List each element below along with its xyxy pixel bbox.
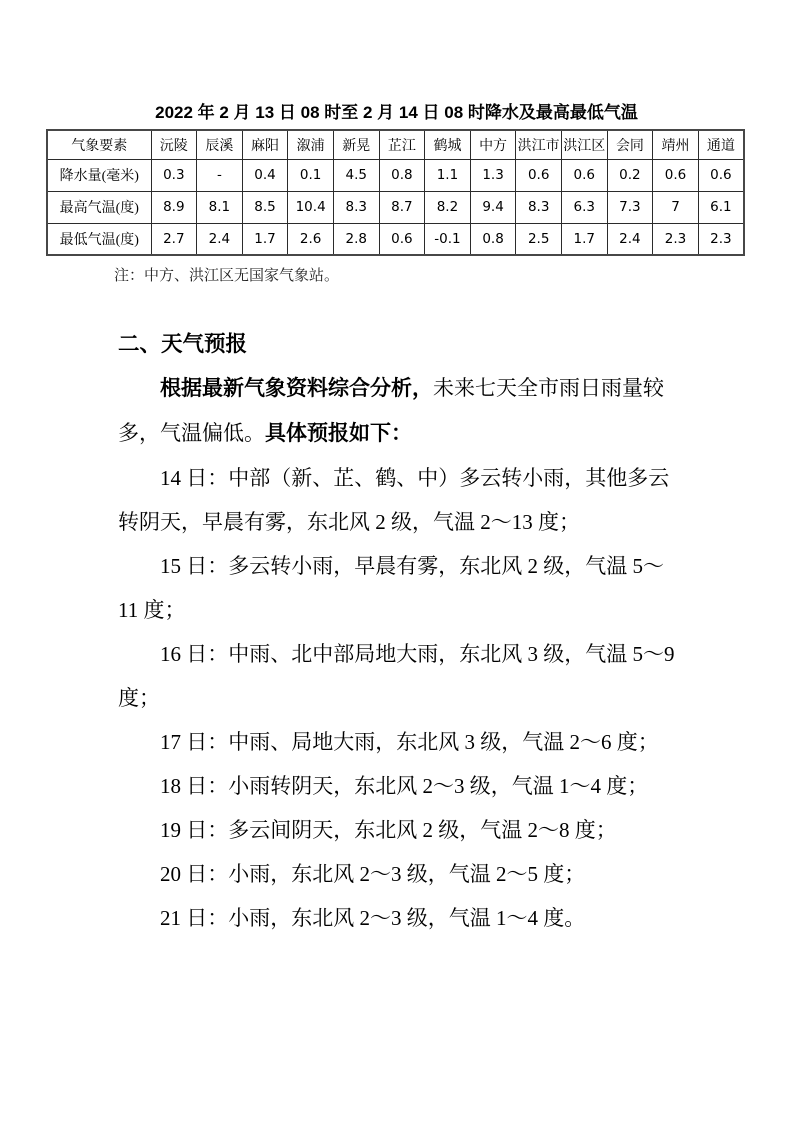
- value-cell: 2.7: [151, 223, 197, 255]
- value-cell: 0.6: [653, 159, 699, 191]
- header-cell-factor: 气象要素: [47, 130, 151, 159]
- header-cell-station: 鹤城: [425, 130, 471, 159]
- forecast-list: [118, 456, 680, 940]
- value-cell: 10.4: [288, 191, 334, 223]
- value-cell: 8.2: [425, 191, 471, 223]
- value-cell: 0.8: [470, 223, 516, 255]
- header-cell-station: 沅陵: [151, 130, 197, 159]
- forecast-day-paragraph: 16 日：中雨、北中部局地大雨，东北风 3 级，气温 5～9 度；: [118, 642, 675, 710]
- value-cell: -0.1: [425, 223, 471, 255]
- value-cell: 2.6: [288, 223, 334, 255]
- table-row: [47, 191, 744, 223]
- weather-table-body: [47, 159, 744, 255]
- header-cell-station: 麻阳: [242, 130, 288, 159]
- value-cell: -: [197, 159, 243, 191]
- row-label: 降水量(毫米): [47, 159, 151, 191]
- header-cell-station: 通道: [698, 130, 744, 159]
- header-cell-station: 中方: [470, 130, 516, 159]
- header-cell-station: 洪江市: [516, 130, 562, 159]
- row-label: 最高气温(度): [47, 191, 151, 223]
- value-cell: 2.5: [516, 223, 562, 255]
- forecast-day-paragraph: 18 日：小雨转阴天，东北风 2～3 级，气温 1～4 度；: [160, 774, 649, 798]
- value-cell: 1.1: [425, 159, 471, 191]
- intro-bold-tail: 具体预报如下：: [265, 422, 412, 445]
- weather-table: [46, 129, 745, 256]
- header-cell-station: 辰溪: [197, 130, 243, 159]
- value-cell: 0.8: [379, 159, 425, 191]
- forecast-day-paragraph: 17 日：中雨、局地大雨，东北风 3 级，气温 2～6 度；: [160, 730, 659, 754]
- table-row: [47, 159, 744, 191]
- forecast-day-paragraph: 20 日：小雨，东北风 2～3 级，气温 2～5 度；: [160, 862, 586, 886]
- table-footnote: 注：中方、洪江区无国家气象站。: [114, 268, 340, 284]
- value-cell: 8.3: [516, 191, 562, 223]
- value-cell: 8.9: [151, 191, 197, 223]
- value-cell: 0.6: [561, 159, 607, 191]
- value-cell: 4.5: [333, 159, 379, 191]
- value-cell: 8.3: [333, 191, 379, 223]
- value-cell: 2.4: [197, 223, 243, 255]
- table-row: [47, 223, 744, 255]
- value-cell: 8.1: [197, 191, 243, 223]
- forecast-day-paragraph: 21 日：小雨，东北风 2～3 级，气温 1～4 度。: [160, 906, 586, 930]
- value-cell: 8.5: [242, 191, 288, 223]
- forecast-day-paragraph: 19 日：多云间阴天，东北风 2 级，气温 2～8 度；: [160, 818, 617, 842]
- header-cell-station: 溆浦: [288, 130, 334, 159]
- value-cell: 0.6: [516, 159, 562, 191]
- section-heading: 二、天气预报: [118, 332, 248, 356]
- value-cell: 1.7: [561, 223, 607, 255]
- header-cell-station: 芷江: [379, 130, 425, 159]
- value-cell: 6.3: [561, 191, 607, 223]
- value-cell: 7: [653, 191, 699, 223]
- value-cell: 8.7: [379, 191, 425, 223]
- forecast-intro-paragraph: [118, 366, 680, 456]
- header-cell-station: 洪江区: [561, 130, 607, 159]
- header-cell-station: 会同: [607, 130, 653, 159]
- document-title: 2022 年 2 月 13 日 08 时至 2 月 14 日 08 时降水及最高最低气温: [155, 103, 638, 122]
- value-cell: 0.2: [607, 159, 653, 191]
- intro-regular-text: 未来七天全市雨日雨量较多，气温偏低。: [118, 376, 664, 445]
- value-cell: 1.7: [242, 223, 288, 255]
- value-cell: 6.1: [698, 191, 744, 223]
- value-cell: 2.4: [607, 223, 653, 255]
- forecast-section: [118, 322, 680, 940]
- value-cell: 0.6: [379, 223, 425, 255]
- value-cell: 9.4: [470, 191, 516, 223]
- value-cell: 0.3: [151, 159, 197, 191]
- value-cell: 0.4: [242, 159, 288, 191]
- forecast-day-paragraph: 14 日：中部（新、芷、鹤、中）多云转小雨，其他多云转阴天，早晨有雾，东北风 2 级，气温 2～13 度；: [118, 466, 670, 534]
- header-cell-station: 靖州: [653, 130, 699, 159]
- value-cell: 7.3: [607, 191, 653, 223]
- value-cell: 2.8: [333, 223, 379, 255]
- value-cell: 0.6: [698, 159, 744, 191]
- intro-bold-lead: 根据最新气象资料综合分析，: [160, 377, 433, 400]
- value-cell: 2.3: [653, 223, 699, 255]
- forecast-day-paragraph: 15 日：多云转小雨，早晨有雾，东北风 2 级，气温 5～11 度；: [118, 554, 664, 622]
- value-cell: 2.3: [698, 223, 744, 255]
- weather-table-header-row: [47, 130, 744, 159]
- row-label: 最低气温(度): [47, 223, 151, 255]
- value-cell: 1.3: [470, 159, 516, 191]
- header-cell-station: 新晃: [333, 130, 379, 159]
- value-cell: 0.1: [288, 159, 334, 191]
